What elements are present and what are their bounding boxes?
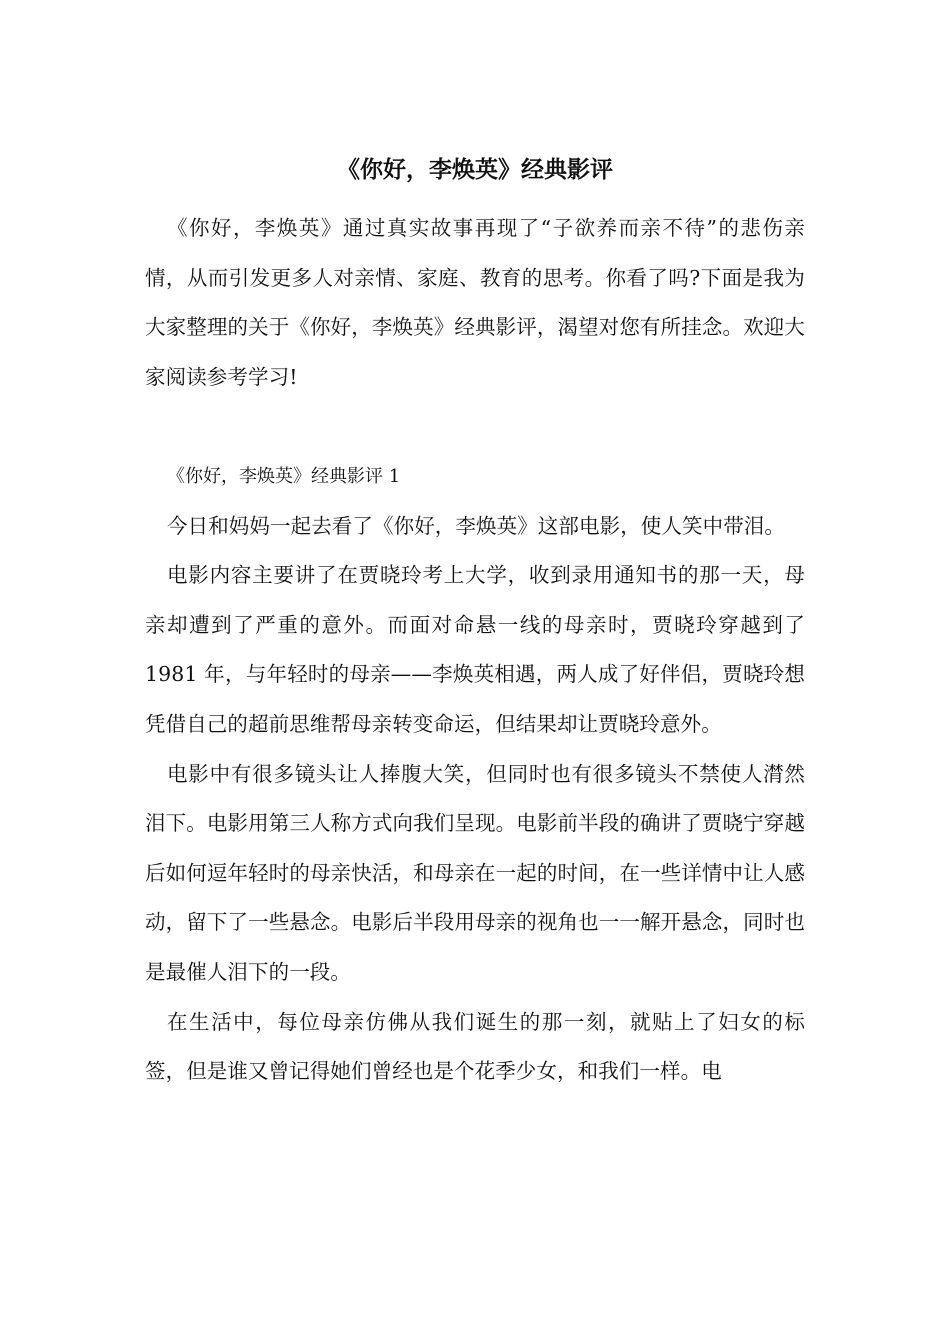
body-paragraph-1: 今日和妈妈一起去看了《你好，李焕英》这部电影，使人笑中带泪。 [167, 513, 785, 538]
section-heading: 《你好，李焕英》经典影评 1 [167, 465, 401, 487]
body-paragraph-3: 电影中有很多镜头让人捧腹大笑，但同时也有很多镜头不禁使人潸然泪下。电影用第三人称方式向我们呈现。电影前半段的确讲了贾晓宁穿越后如何逗年轻时的母亲快活，和母亲在一起的时间，在一些详情中让人感动，留下了一些悬念。电影后半段用母亲的视角也一一解开悬念，同时也是最催人泪下的一段。 [145, 761, 805, 984]
body-paragraph-4: 在生活中，每位母亲仿佛从我们诞生的那一刻，就贴上了妇女的标签，但是谁又曾记得她们曾经也是个花季少女，和我们一样。电 [145, 1009, 805, 1084]
document-title: 《你好，李焕英》经典影评 [337, 157, 613, 183]
blank-line [145, 402, 805, 452]
intro-paragraph: 《你好，李焕英》通过真实故事再现了“子欲养而亲不待”的悲伤亲情，从而引发更多人对亲情、家庭、教育的思考。你看了吗?下面是我为大家整理的关于《你好，李焕英》经典影评，渴望对您有所挂念。欢迎大家阅读参考学习! [145, 216, 805, 389]
body-paragraph-2: 电影内容主要讲了在贾晓玲考上大学，收到录用通知书的那一天，母亲却遭到了严重的意外。而面对命悬一线的母亲时，贾晓玲穿越到了 1981 年，与年轻时的母亲——李焕英相遇，两人成了好伴侣，贾晓玲想凭借自己的超前思维帮母亲转变命运，但结果却让贾晓玲意外。 [145, 563, 805, 736]
document-body [145, 204, 805, 1097]
